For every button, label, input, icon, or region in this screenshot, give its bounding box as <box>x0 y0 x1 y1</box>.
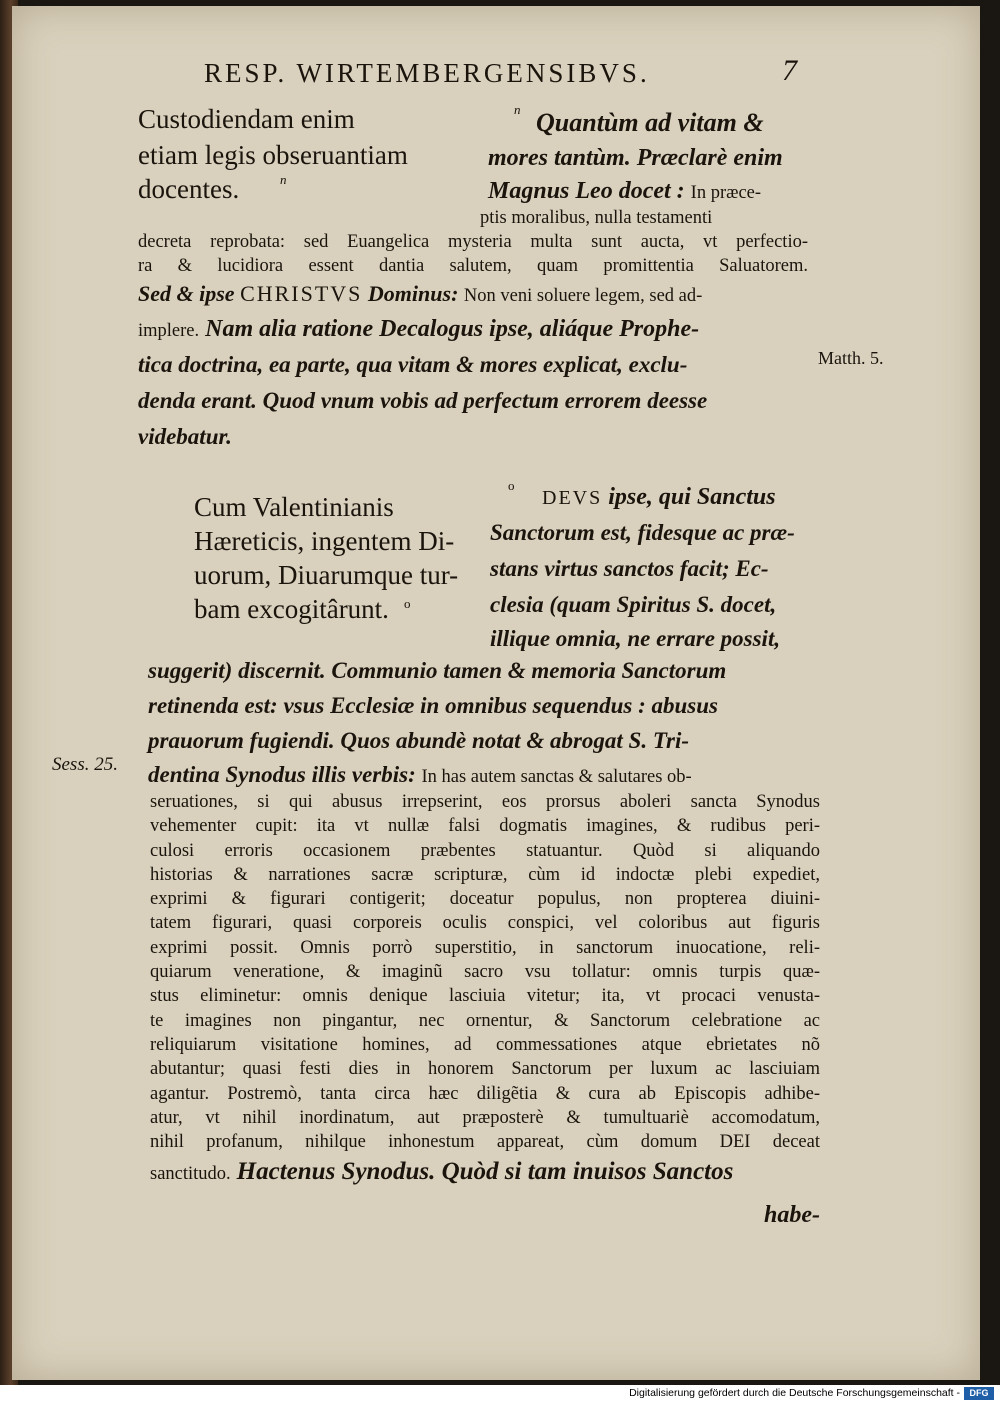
right2-line-1: DEVS ipse, qui Sanctus <box>542 484 776 510</box>
left2-line-4: bam excogitârunt. <box>194 594 389 624</box>
line-prauorum: prauorum fugiendi. Quos abundè notat & abrogat S. Tri- <box>148 728 690 753</box>
quote-line: tatem figurari, quasi corporeis oculis conspici, vel coloribus aut figuris <box>150 913 820 934</box>
left-col-line-1: Custodiendam enim <box>138 104 355 134</box>
line-retinenda: retinenda est: vsus Ecclesiæ in omnibus sequendus : abusus <box>148 693 718 718</box>
line-tica: tica doctrina, ea parte, qua vitam & mores explicat, exclu- <box>138 352 688 377</box>
footer-credit: Digitalisierung gefördert durch die Deutsche Forschungsgemeinschaft - <box>629 1387 960 1399</box>
quote-line: te imagines non pingantur, nec ornentur, & Sanctorum celebratione ac <box>150 1010 820 1031</box>
line-decreta: decreta reprobata: sed Euangelica mysteria multa sunt aucta, vt perfectio- <box>138 232 808 252</box>
quote-line: vehementer cupit: ita vt nullæ falsi dogmatis imagines, & rudibus peri- <box>150 816 820 837</box>
quote-line: exprimi & figurari contigerit; doceatur populus, non propterea diuini- <box>150 889 820 910</box>
left-col-line-3: docentes. <box>138 174 240 204</box>
line-implere: implere. Nam alia ratione Decalogus ipse, aliáque Prophe- <box>138 316 700 342</box>
left2-line-3: uorum, Diuarumque tur- <box>194 560 459 590</box>
line-sed: Sed & ipse CHRISTVS Dominus: Non veni soluere legem, sed ad- <box>138 281 703 306</box>
quote-line: atur, vt nihil inordinatum, aut præposterè & tumultuariè accomodatum, <box>150 1107 820 1128</box>
note-mark-n-right: n <box>514 102 521 117</box>
catchword: habe- <box>764 1202 820 1228</box>
decree-quotation <box>150 790 820 1154</box>
quote-line: quiarum veneratione, & imaginũ sacro vsu tollatur: omnis turpis quæ- <box>150 962 820 983</box>
left-col-line-2: etiam legis obseruantiam <box>138 140 408 170</box>
quote-line: agantur. Postremò, tanta circa hæc diligẽtia & cura ab Episcopis adhibe- <box>150 1083 820 1104</box>
line-denda: denda erant. Quod vnum vobis ad perfectum errorem deesse <box>138 388 708 413</box>
line-videbatur: videbatur. <box>138 424 232 449</box>
left2-line-1: Cum Valentinianis <box>194 492 394 522</box>
line-ptis: ptis moralibus, nulla testamenti <box>480 208 713 228</box>
right-col-line-3-italic: Magnus Leo docet : <box>488 178 685 204</box>
quote-line: nihil profanum, nihilque inhonestum appareat, cùm domum DEI deceat <box>150 1132 820 1153</box>
right2-line-4: clesia (quam Spiritus S. docet, <box>490 592 777 617</box>
right-col-line-2: mores tantùm. Præclarè enim <box>488 145 783 171</box>
quote-line: stus eliminetur: omnis denique lasciuia vitetur; ita, vt procaci venusta- <box>150 986 820 1007</box>
running-title: RESP. WIRTEMBERGENSIBVS. <box>204 58 650 88</box>
dfg-logo: DFG <box>964 1387 994 1400</box>
line-sanctitudo: sanctitudo. Hactenus Synodus. Quòd si tam inuisos Sanctos <box>150 1158 734 1185</box>
line-ra: ra & lucidiora essent dantia salutem, quam promittentia Saluatorem. <box>138 256 808 276</box>
page-number: 7 <box>782 54 797 87</box>
margin-note-sess: Sess. 25. <box>52 754 118 775</box>
line-dentina: dentina Synodus illis verbis: In has autem sanctas & salutares ob- <box>148 762 692 787</box>
line-suggerit: suggerit) discernit. Communio tamen & memoria Sanctorum <box>148 658 727 683</box>
quote-line: historias & narrationes sacræ scripturæ, cùm id indoctæ plebi expediet, <box>150 864 820 885</box>
footer-strip <box>0 1385 1000 1402</box>
right2-line-2: Sanctorum est, fidesque ac præ- <box>490 520 795 545</box>
note-mark-o: o <box>404 596 411 611</box>
quote-line: exprimi possit. Omnis porrò superstitio, in sanctorum inuocatione, reli- <box>150 937 820 958</box>
right-col-line-3 <box>488 178 761 205</box>
quote-line: reliquiarum visitatione homines, ad commessationes atque ebrietates nõ <box>150 1034 820 1055</box>
note-mark-n: n <box>280 172 287 187</box>
right-col-line-1: Quantùm ad vitam & <box>536 108 764 137</box>
note-mark-o-right: o <box>508 478 515 493</box>
right2-line-5: illique omnia, ne errare possit, <box>490 626 781 651</box>
right-col-line-3-roman: In præce- <box>690 183 762 203</box>
quote-line: culosi erroris occasionem præbentes statuantur. Quòd si aliquando <box>150 840 820 861</box>
right2-line-3: stans virtus sanctos facit; Ec- <box>490 556 769 581</box>
left2-line-2: Hæreticis, ingentem Di- <box>194 526 455 556</box>
book-page <box>12 6 980 1380</box>
margin-note-matth: Matth. 5. <box>818 348 884 368</box>
quote-line: seruationes, si qui abusus irrepserint, eos prorsus aboleri sancta Synodus <box>150 792 820 812</box>
quote-line: abutantur; quasi festi dies in honorem Sanctorum per luxum ac lasciuiam <box>150 1059 820 1080</box>
